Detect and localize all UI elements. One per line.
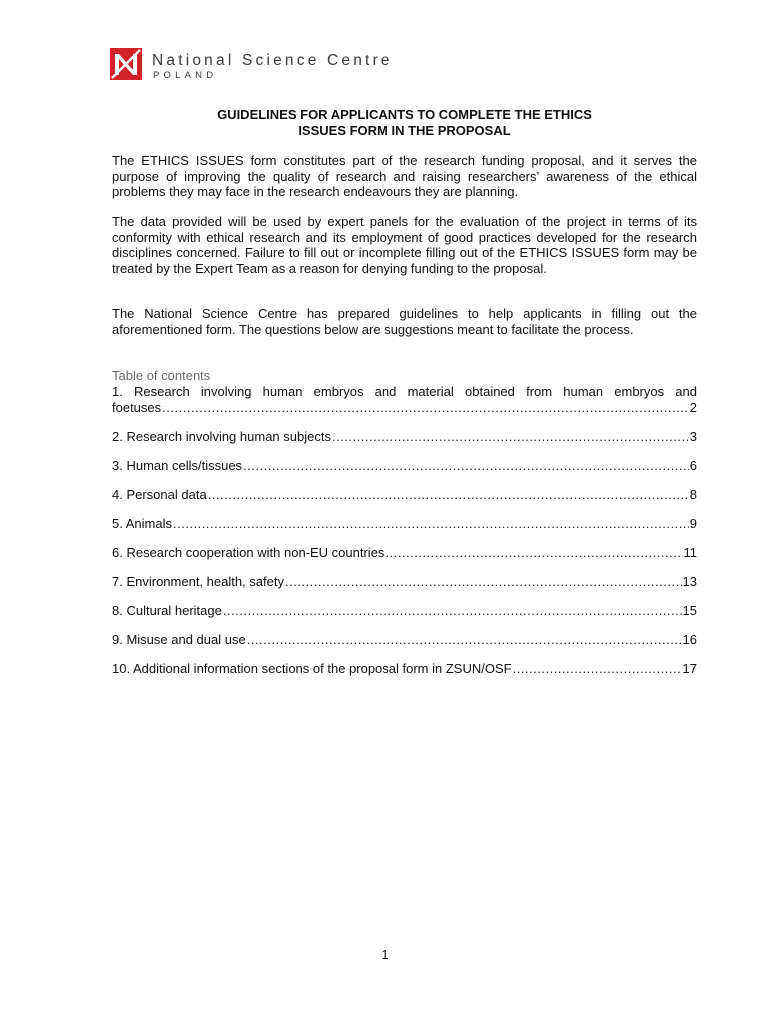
toc-leader-dots <box>173 516 689 531</box>
toc-item[interactable] <box>112 429 697 444</box>
toc-item[interactable] <box>112 487 697 502</box>
toc-item-page: 15 <box>682 603 697 618</box>
toc-item[interactable] <box>112 574 697 589</box>
toc-leader-dots <box>208 487 689 502</box>
toc-item-page: 17 <box>682 661 697 676</box>
toc-item[interactable] <box>112 400 697 415</box>
toc-item[interactable] <box>112 603 697 618</box>
toc-item-label: 2. Research involving human subjects <box>112 429 331 444</box>
toc-item[interactable] <box>112 545 697 560</box>
toc-item-label: 5. Animals <box>112 516 172 531</box>
toc-leader-dots <box>513 661 682 676</box>
toc-item-page: 11 <box>683 545 697 560</box>
toc-leader-dots <box>223 603 682 618</box>
toc-item-label: 7. Environment, health, safety <box>112 574 284 589</box>
toc-leader-dots <box>162 400 689 415</box>
toc-item-label: 10. Additional information sections of the proposal form in ZSUN/OSF <box>112 661 512 676</box>
toc-heading: Table of contents <box>112 368 211 383</box>
nsc-logo <box>110 48 470 88</box>
toc-item-label: 8. Cultural heritage <box>112 603 222 618</box>
org-name: National Science Centre <box>152 52 393 69</box>
toc-item-label: foetuses <box>112 400 162 415</box>
intro-paragraph: The ETHICS ISSUES form constitutes part of the research funding proposal, and it serves the purpose of improving the quality of research and raising researchers’ awareness of the ethical problems they may face in the research endeavours they are planning. <box>112 153 697 199</box>
toc-item-page: 8 <box>689 487 697 502</box>
toc-leader-dots <box>247 632 682 647</box>
toc-item-label: 3. Human cells/tissues <box>112 458 243 473</box>
document-title-line-1: GUIDELINES FOR APPLICANTS TO COMPLETE THE ETHICS <box>217 107 592 122</box>
toc-leader-dots <box>332 429 689 444</box>
page-number: 1 <box>381 947 389 962</box>
toc-item[interactable] <box>112 632 697 647</box>
toc-leader-dots <box>285 574 682 589</box>
nsc-logo-mark-icon <box>110 48 142 80</box>
toc-item[interactable] <box>112 661 697 676</box>
toc-item-page: 6 <box>689 458 697 473</box>
toc-item[interactable] <box>112 516 697 531</box>
toc-item-label: 6. Research cooperation with non-EU countries <box>112 545 385 560</box>
toc-item[interactable] <box>112 458 697 473</box>
toc-item-page: 9 <box>689 516 697 531</box>
toc-item-1-first-line[interactable]: 1. Research involving human embryos and material obtained from human embryos and <box>112 384 697 399</box>
document-title-line-2: ISSUES FORM IN THE PROPOSAL <box>298 123 511 138</box>
toc-leader-dots <box>385 545 682 560</box>
guidelines-paragraph: The National Science Centre has prepared guidelines to help applicants in filling out the aforementioned form. The questions below are suggestions meant to facilitate the process. <box>112 306 697 337</box>
toc-item-page: 2 <box>689 400 697 415</box>
org-country: POLAND <box>153 70 218 81</box>
toc-item-label: 4. Personal data <box>112 487 207 502</box>
toc-leader-dots <box>243 458 689 473</box>
toc-item-page: 13 <box>682 574 697 589</box>
toc-item-page: 3 <box>689 429 697 444</box>
toc-item-label: 9. Misuse and dual use <box>112 632 246 647</box>
toc-item-page: 16 <box>682 632 697 647</box>
data-usage-paragraph: The data provided will be used by expert panels for the evaluation of the project in terms of its conformity with ethical research and its employment of good practices developed for the research disciplines concerned. Failure to fill out or incomplete filling out of the ETHICS ISSUES form may be treated by the Expert Team as a reason for denying funding to the proposal. <box>112 214 697 276</box>
